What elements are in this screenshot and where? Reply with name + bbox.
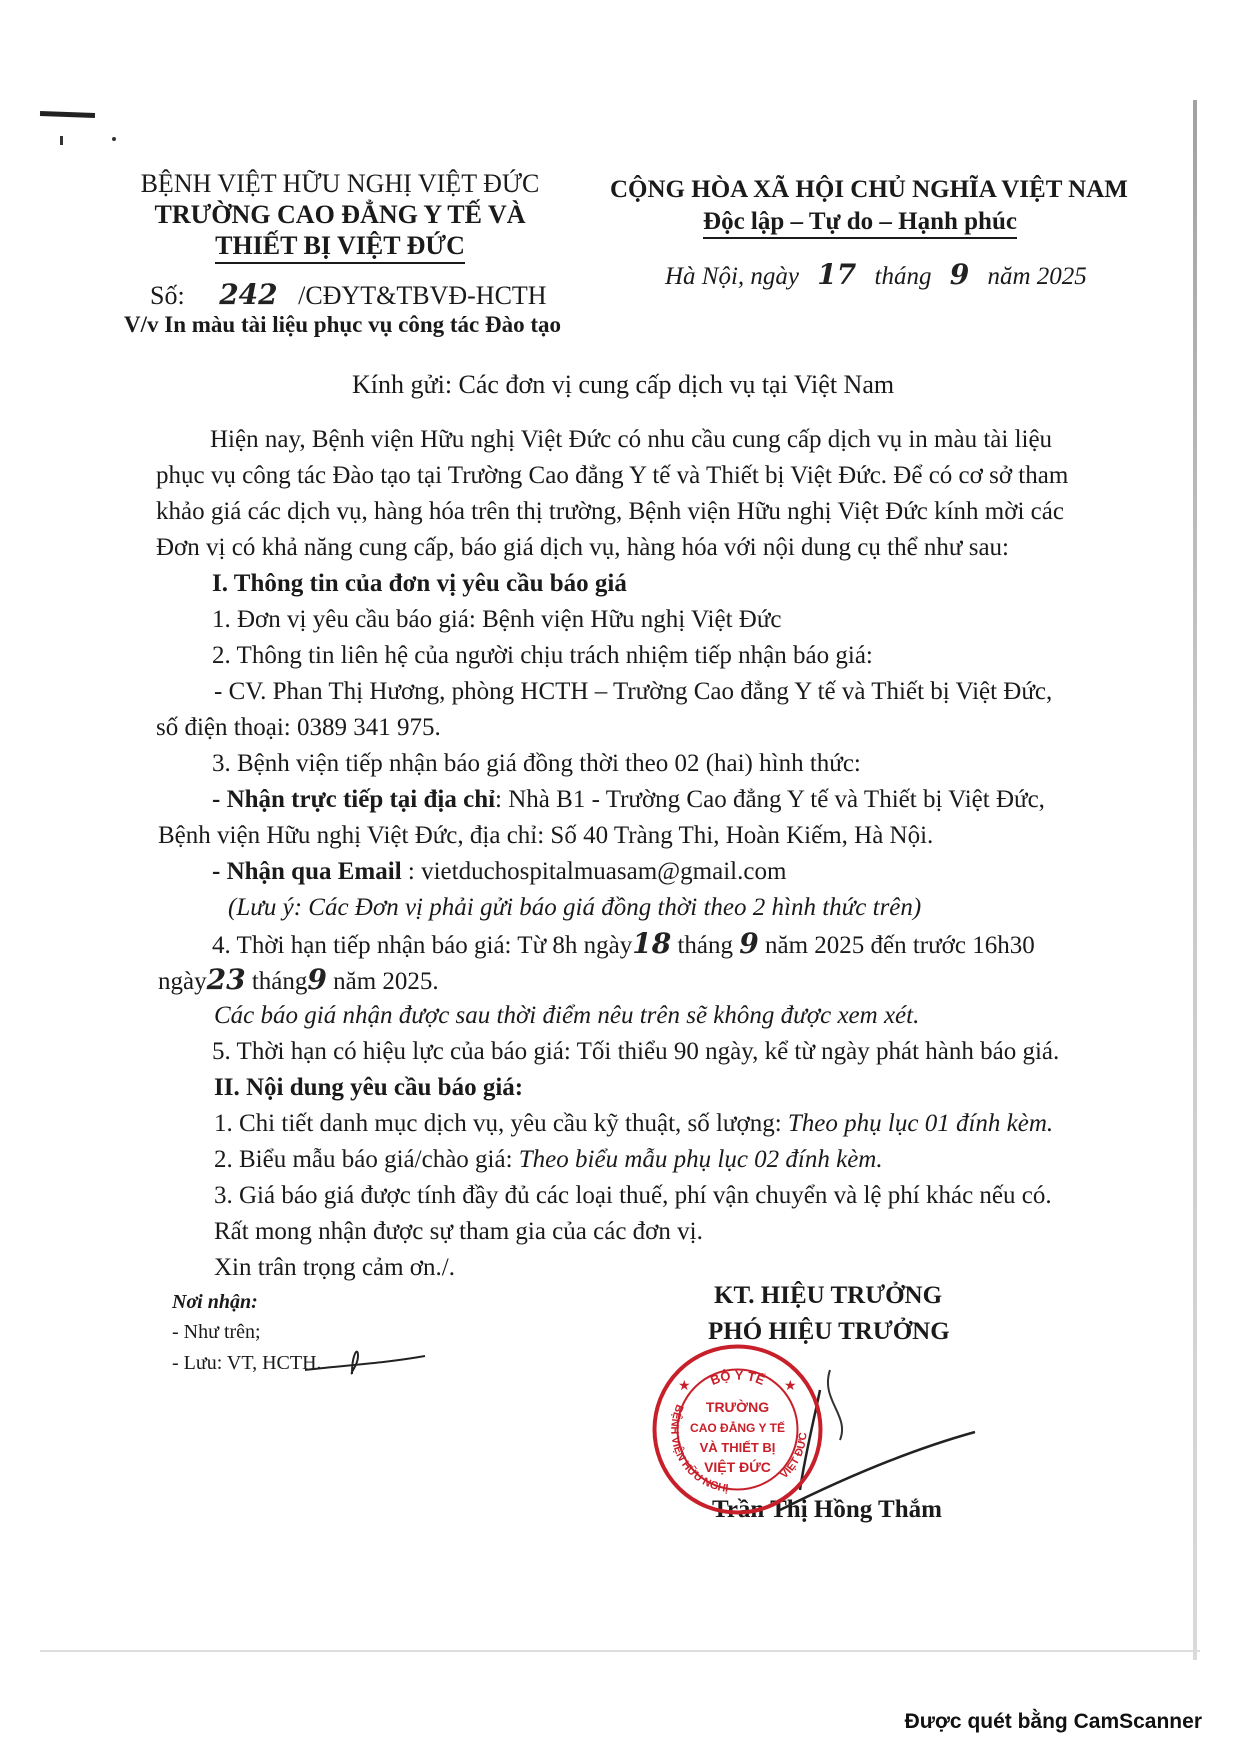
section-item (214, 1146, 883, 1174)
scan-speck (60, 136, 63, 145)
initial-mark (300, 1336, 430, 1376)
scanner-watermark: Được quét bằng CamScanner (904, 1710, 1202, 1733)
deadline-text: tháng (245, 968, 308, 995)
handwritten-number: 242 (219, 278, 278, 311)
deadline-text: năm 2025 đến trước 16h30 (758, 932, 1035, 959)
scan-speck (112, 137, 116, 141)
section-item: 2. Thông tin liên hệ của người chịu trách nhiệm tiếp nhận báo giá: (212, 642, 873, 669)
document-code: /CĐYT&TBVĐ-HCTH (298, 281, 547, 310)
date-prefix: Hà Nội, ngày (665, 263, 800, 290)
email-line (212, 858, 786, 886)
intro-line: phục vụ công tác Đào tạo tại Trường Cao đẳng Y tế và Thiết bị Việt Đức. Để có cơ sở tham (156, 462, 1069, 489)
so-label: Số: (150, 281, 185, 310)
document-date (665, 258, 1087, 291)
national-motto (610, 208, 1110, 236)
note-line: (Lưu ý: Các Đơn vị phải gửi báo giá đồng thời theo 2 hình thức trên) (228, 894, 922, 921)
deadline-text: 4. Thời hạn tiếp nhận báo giá: Từ 8h ngày (212, 932, 633, 959)
national-title: CỘNG HÒA XÃ HỘI CHỦ NGHĨA VIỆT NAM (610, 176, 1128, 203)
direct-label: - Nhận trực tiếp tại địa chỉ (212, 786, 496, 813)
signatory-name: Trần Thị Hồng Thắm (712, 1496, 942, 1523)
document-number (150, 278, 547, 311)
recipients-line: - Lưu: VT, HCTH. (172, 1352, 322, 1374)
section-item: 3. Bệnh viện tiếp nhận báo giá đồng thời theo 02 (hai) hình thức: (212, 750, 861, 777)
signature-subtitle: PHÓ HIỆU TRƯỞNG (708, 1318, 950, 1345)
direct-address-line (212, 786, 1045, 814)
contact-phone: số điện thoại: 0389 341 975. (156, 714, 441, 741)
org-parent: BỆNH VIỆT HỮU NGHỊ VIỆT ĐỨC (140, 169, 540, 198)
handwritten-month: 9 (949, 258, 970, 291)
year-label: năm 2025 (987, 263, 1087, 290)
deadline-text: ngày (158, 968, 207, 995)
handwritten-day: 23 (206, 963, 246, 996)
seal-ring-text: BỘ Y TẾ (708, 1367, 767, 1388)
org-name-line2 (140, 232, 540, 260)
deadline-line-cont (158, 963, 439, 996)
handwritten-month: 9 (307, 963, 327, 996)
scan-edge (40, 1650, 1200, 1652)
section-heading: I. Thông tin của đơn vị yêu cầu báo giá (212, 570, 627, 597)
section-item: 5. Thời hạn có hiệu lực của báo giá: Tối thiểu 90 ngày, kể từ ngày phát hành báo giá. (212, 1038, 1060, 1065)
recipients-title: Nơi nhận: (172, 1291, 258, 1313)
handwritten-month: 9 (739, 927, 759, 960)
signature-title: KT. HIỆU TRƯỞNG (714, 1282, 943, 1309)
seal-ring-text: BỆNH VIỆN HỮU NGHỊ (668, 1402, 729, 1495)
recipients-line: - Như trên; (172, 1321, 261, 1343)
section-item: 1. Đơn vị yêu cầu báo giá: Bệnh viện Hữu nghị Việt Đức (212, 606, 782, 633)
handwritten-day: 17 (817, 258, 857, 291)
scan-edge (1193, 100, 1197, 1660)
late-note: Các báo giá nhận được sau thời điểm nêu trên sẽ không được xem xét. (214, 1002, 920, 1029)
closing-line: Rất mong nhận được sự tham gia của các đơn vị. (214, 1218, 703, 1245)
item-text: 1. Chi tiết danh mục dịch vụ, yêu cầu kỹ thuật, số lượng: (214, 1110, 788, 1137)
section-item (214, 1110, 1053, 1138)
closing-line: Xin trân trọng cảm ơn./. (214, 1254, 455, 1281)
deadline-line (212, 927, 1035, 960)
recipient-line: Kính gửi: Các đơn vị cung cấp dịch vụ tại Việt Nam (352, 370, 895, 399)
svg-text:★: ★ (678, 1379, 691, 1394)
section-heading: II. Nội dung yêu cầu báo giá: (214, 1074, 524, 1101)
seal-center-text: TRƯỜNG (705, 1399, 770, 1415)
scan-mark (40, 111, 95, 118)
item-reference: Theo phụ lục 01 đính kèm. (787, 1110, 1054, 1137)
email-label: - Nhận qua Email (212, 858, 402, 885)
org-name-line1: TRƯỜNG CAO ĐẲNG Y TẾ VÀ (154, 200, 526, 229)
section-item: 3. Giá báo giá được tính đầy đủ các loại thuế, phí vận chuyển và lệ phí khác nếu có. (214, 1182, 1052, 1209)
org-name-line2-text: THIẾT BỊ VIỆT ĐỨC (215, 231, 465, 264)
deadline-text: tháng (671, 932, 740, 959)
seal-center-text: VIỆT ĐỨC (704, 1459, 771, 1475)
intro-line: khảo giá các dịch vụ, hàng hóa trên thị trường, Bệnh viện Hữu nghị Việt Đức kính mời các (156, 498, 1064, 525)
seal-center-text: CAO ĐẲNG Y TẾ (690, 1421, 785, 1435)
seal-center-text: VÀ THIẾT BỊ (699, 1440, 776, 1455)
svg-text:★: ★ (784, 1379, 797, 1394)
contact-line: - CV. Phan Thị Hương, phòng HCTH – Trường Cao đẳng Y tế và Thiết bị Việt Đức, (214, 678, 1053, 705)
direct-address: : Nhà B1 - Trường Cao đẳng Y tế và Thiết bị Việt Đức, (495, 786, 1045, 813)
handwritten-day: 18 (632, 927, 672, 960)
deadline-text: năm 2025. (326, 968, 439, 995)
document-subject: V/v In màu tài liệu phục vụ công tác Đào tạo (124, 312, 562, 337)
item-text: 2. Biểu mẫu báo giá/chào giá: (214, 1146, 519, 1173)
email-address: : vietduchospitalmuasam@gmail.com (401, 858, 787, 885)
direct-address-cont: Bệnh viện Hữu nghị Việt Đức, địa chỉ: Số 40 Tràng Thi, Hoàn Kiếm, Hà Nội. (158, 822, 934, 849)
national-motto-text: Độc lập – Tự do – Hạnh phúc (703, 208, 1017, 239)
item-reference: Theo biểu mẫu phụ lục 02 đính kèm. (518, 1146, 883, 1173)
month-label: tháng (874, 263, 932, 290)
intro-line: Hiện nay, Bệnh viện Hữu nghị Việt Đức có nhu cầu cung cấp dịch vụ in màu tài liệu (210, 426, 1053, 453)
official-seal (650, 1342, 825, 1517)
intro-line: Đơn vị có khả năng cung cấp, báo giá dịch vụ, hàng hóa với nội dung cụ thể như sau: (156, 534, 1009, 561)
seal-ring-text: VIỆT ĐỨC (778, 1431, 810, 1482)
